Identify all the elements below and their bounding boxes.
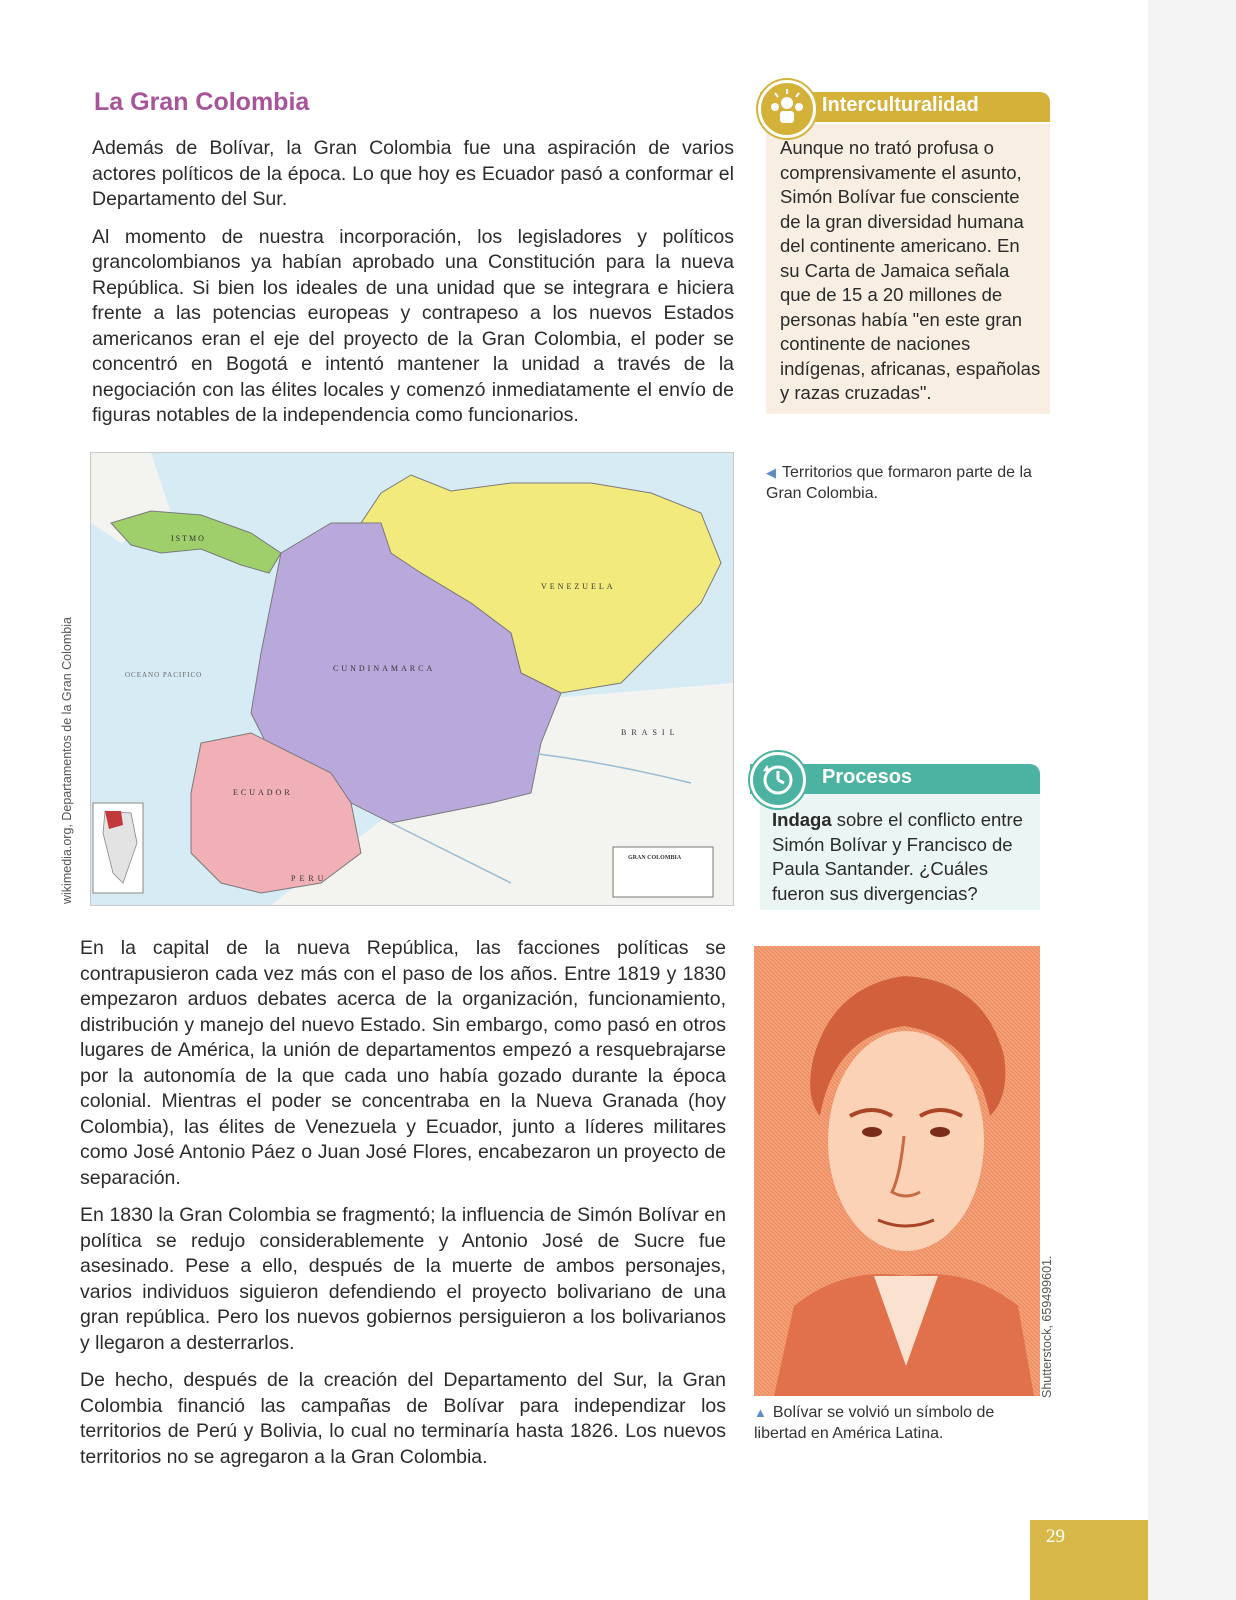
body-column-bottom: [80, 936, 726, 1482]
map-caption-text: Territorios que formaron parte de la Gran Colombia.: [766, 464, 1032, 502]
page-edge-shadow: [1148, 0, 1236, 1600]
procesos-lead: Indaga: [772, 809, 832, 830]
map-credit: wikimedia.org, Departamentos de la Gran Colombia: [60, 617, 74, 904]
gran-colombia-map: [90, 452, 734, 906]
paragraph: Al momento de nuestra incorporación, los legisladores y políticos grancolombianos ya habían aprobado una Constitución para la nueva República. Si bien los ideales de una unidad que se integrara e hiciera frente a las potencias europeas y contrapeso a los nuevos Estados americanos eran el eje del proyecto de la Gran Colombia, el poder se concentró en Bogotá e intentó mantener la unidad a través de la negociación con las élites locales y comenzó inmediatamente el envío de figuras notables de la independencia como funcionarios.: [92, 225, 734, 426]
map-label-oceano: OCEANO PACIFICO: [125, 671, 203, 679]
body-column-top: [92, 136, 734, 441]
portrait-caption-text: Bolívar se volvió un símbolo de libertad en América Latina.: [754, 1404, 995, 1442]
paragraph: Además de Bolívar, la Gran Colombia fue una aspiración de varios actores políticos de la época. Lo que hoy es Ecuador pasó a conformar el Departamento del Sur.: [92, 137, 734, 210]
portrait-caption: [754, 1402, 1044, 1444]
paragraph: En la capital de la nueva República, las facciones políticas se contrapusieron cada vez más con el paso de los años. Entre 1819 y 1830 empezaron arduos debates acerca de la organización, funcionamiento, distribución y manejo del nuevo Estado. Sin embargo, como pasó en otros lugares de América, la unión de departamentos empezó a resquebrajarse por la autonomía de la que cada uno había gozado durante la época colonial. Mientras el poder se concentraba en la Nueva Granada (hoy Colombia), las élites de Venezuela y Ecuador, junto a líderes militares como José Antonio Páez o Juan José Flores, encabezaron un proyecto de separación.: [80, 937, 726, 1189]
section-title: La Gran Colombia: [94, 88, 310, 116]
procesos-question: sobre el conflicto entre Simón Bolívar y Francisco de Paula Santander. ¿Cuáles fueron sus divergencias?: [772, 809, 1023, 904]
people-icon: [758, 80, 816, 138]
map-label-venezuela: VENEZUELA: [541, 582, 616, 591]
portrait-credit: Shutterstock, 659499601.: [1040, 1255, 1054, 1398]
interculturalidad-text: Aunque no trató profusa o comprensivamente el asunto, Simón Bolívar fue consciente de la gran diversidad humana del continente americano. En su Carta de Jamaica señala que de 15 a 20 millones de personas había "en este gran continente de naciones indígenas, africanas, españolas y razas cruzadas".: [780, 137, 1041, 403]
bolivar-portrait: [754, 946, 1040, 1396]
caption-arrow-up-icon: ▲: [754, 1405, 767, 1420]
map-label-ecuador: ECUADOR: [233, 788, 293, 797]
caption-arrow-left-icon: ◀: [766, 465, 776, 480]
paragraph: En 1830 la Gran Colombia se fragmentó; la influencia de Simón Bolívar en política se redujo considerablemente y Antonio José de Sucre fue asesinado. Pese a ello, después de la muerte de ambos personajes, varios individuos siguieron defendiendo el proyecto bolivariano de una gran república. Pero los nuevos gobiernos persiguieron a los bolivarianos y llegaron a desterrarlos.: [80, 1204, 726, 1354]
map-label-brasil: BRASIL: [621, 728, 680, 737]
map-legend-title: GRAN COLOMBIA: [628, 855, 682, 861]
map-label-peru: PERU: [291, 874, 328, 883]
procesos-title: Procesos: [822, 766, 913, 788]
map-label-cundinamarca: CUNDINAMARCA: [333, 664, 436, 673]
paragraph: De hecho, después de la creación del Departamento del Sur, la Gran Colombia financió las campañas de Bolívar para independizar los territorios de Perú y Bolivia, lo cual no terminaría hasta 1826. Los nuevos territorios no se agregaron a la Gran Colombia.: [80, 1369, 726, 1468]
map-caption: [766, 462, 1048, 504]
map-label-istmo: ISTMO: [171, 534, 206, 543]
page-number: 29: [1046, 1526, 1065, 1547]
interculturalidad-title: Interculturalidad: [822, 94, 979, 116]
procesos-text: [772, 808, 1034, 906]
clock-history-icon: [750, 752, 806, 808]
